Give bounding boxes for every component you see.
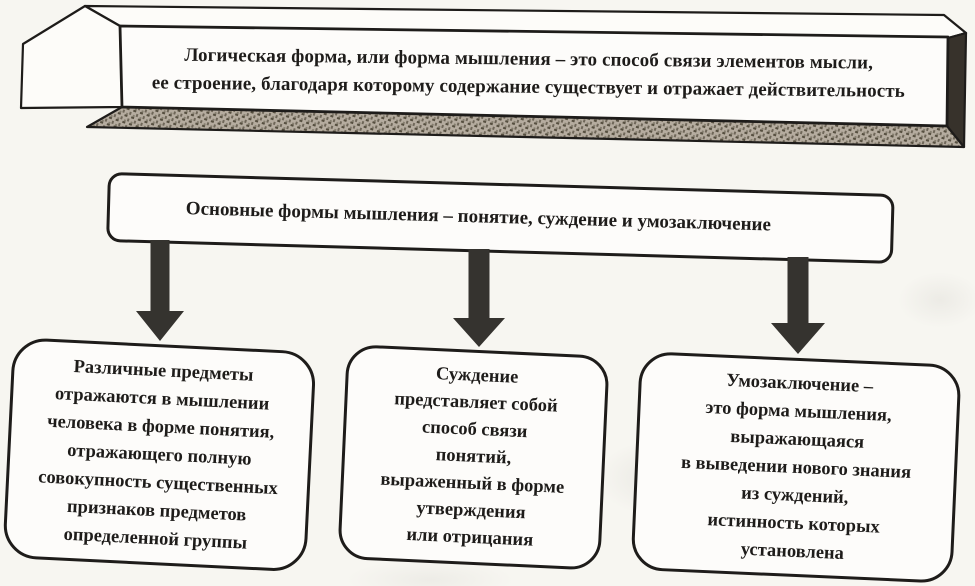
branch-judgment-text: Суждение представляет собой способ связи понятий, выраженный в форме утверждения или отрицания — [379, 364, 565, 551]
down-arrow-icon-left — [136, 240, 184, 341]
branch-box-inference — [630, 351, 961, 584]
branch-box-judgment — [337, 344, 609, 571]
branch-concept-text: Различные предметы отражаются в мышлении человека в форме понятия, отражающего полную совокупность существенных признаков предметов определенной группы — [37, 356, 279, 554]
main-forms-box — [106, 172, 895, 264]
main-forms-text: Основные формы мышления – понятие, суждение и умозаключение — [185, 198, 772, 236]
plaque-left-bevel — [21, 6, 122, 108]
down-arrow-icon-middle — [453, 249, 505, 347]
branch-inference-text: Умозаключение – это форма мышления, выражающаяся в выведении нового знания из суждений, истинность которых установлена — [680, 370, 912, 564]
plaque-right-bevel — [947, 33, 966, 147]
definition-text: Логическая форма, или форма мышления – это способ связи элементов мысли, ее строение, благодаря которому содержание существует и отражает действительность — [151, 44, 905, 102]
branch-box-concept — [2, 337, 316, 573]
down-arrow-icon-right — [771, 257, 825, 354]
